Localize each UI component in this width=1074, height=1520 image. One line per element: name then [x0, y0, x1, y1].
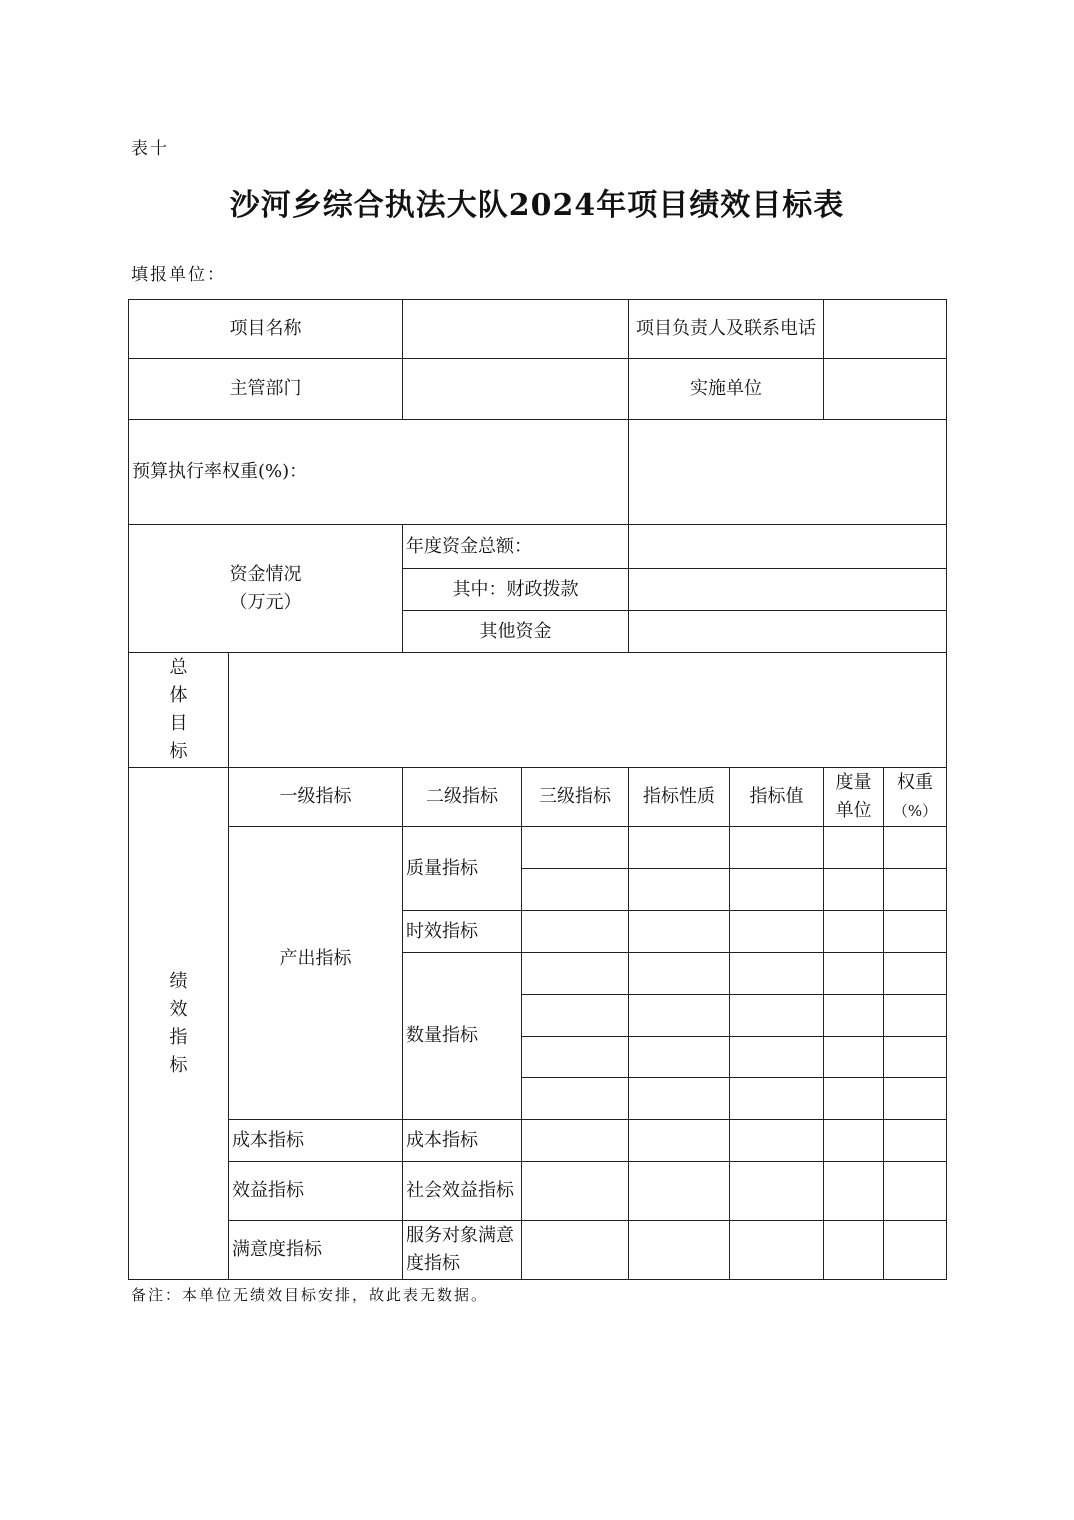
table-number: 表十: [131, 139, 169, 159]
project-name-value: [403, 300, 629, 359]
table-cell: [884, 827, 947, 869]
table-cell: [629, 1162, 730, 1221]
perf-indicator-label: [129, 768, 229, 1280]
table-cell: [522, 869, 629, 911]
responsible-value: [824, 300, 947, 359]
table-cell: [629, 1221, 730, 1280]
perf-indicator-char: 绩: [169, 970, 188, 992]
table-cell: [730, 1120, 824, 1162]
dept-label: 主管部门: [129, 359, 403, 420]
impl-value: [824, 359, 947, 420]
table-cell: [824, 1162, 884, 1221]
timeliness-indicator-label: 时效指标: [403, 911, 522, 953]
other-funds-value: [629, 611, 947, 653]
impl-label: 实施单位: [629, 359, 824, 420]
table-cell: [522, 827, 629, 869]
satisfaction-sub-indicator-label: 服务对象满意度指标: [403, 1221, 522, 1280]
satisfaction-indicator-label: 满意度指标: [229, 1221, 403, 1280]
dept-value: [403, 359, 629, 420]
fiscal-value: [629, 569, 947, 611]
project-name-label: 项目名称: [129, 300, 403, 359]
budget-rate-label: 预算执行率权重(%)：: [129, 420, 629, 525]
table-cell: [884, 953, 947, 995]
overall-goal-label: [129, 653, 229, 768]
quality-indicator-label: 质量指标: [403, 827, 522, 911]
funds-label: [129, 525, 403, 653]
table-cell: [730, 995, 824, 1037]
table-cell: [824, 1037, 884, 1078]
table-cell: [884, 1162, 947, 1221]
table-cell: [884, 1221, 947, 1280]
table-cell: [522, 911, 629, 953]
table-cell: [629, 1037, 730, 1078]
table-cell: [629, 911, 730, 953]
table-cell: [522, 1221, 629, 1280]
table-cell: [824, 1120, 884, 1162]
table-cell: [884, 995, 947, 1037]
col-nature-header: 指标性质: [629, 768, 730, 827]
table-cell: [884, 1120, 947, 1162]
table-cell: [629, 1078, 730, 1120]
table-cell: [522, 1162, 629, 1221]
table-cell: [522, 995, 629, 1037]
col-level3-header: 三级指标: [522, 768, 629, 827]
funds-label-line-2: （万元）: [229, 591, 302, 613]
overall-goal-char: 标: [169, 741, 188, 762]
col-value-header: 指标值: [730, 768, 824, 827]
table-cell: [824, 1221, 884, 1280]
table-cell: [884, 869, 947, 911]
col-unit-line-2: 单位: [835, 800, 872, 821]
table-cell: [522, 1078, 629, 1120]
social-benefit-indicator-label: 社会效益指标: [403, 1162, 522, 1221]
fiscal-label: 其中：财政拨款: [403, 569, 629, 611]
perf-indicator-char: 指: [169, 1026, 188, 1048]
budget-rate-value: [629, 420, 947, 525]
overall-goal-value: [229, 653, 947, 768]
benefit-indicator-label: 效益指标: [229, 1162, 403, 1221]
col-unit-header: [824, 768, 884, 827]
table-cell: [824, 911, 884, 953]
cost-sub-indicator-label: 成本指标: [403, 1120, 522, 1162]
col-weight-line-2: （%）: [892, 802, 938, 820]
table-cell: [824, 1078, 884, 1120]
table-cell: [730, 1037, 824, 1078]
col-level1-header: 一级指标: [229, 768, 403, 827]
table-cell: [629, 869, 730, 911]
col-unit-line-1: 度量: [835, 772, 872, 793]
col-level2-header: 二级指标: [403, 768, 522, 827]
table-cell: [522, 953, 629, 995]
table-cell: [730, 827, 824, 869]
responsible-label: 项目负责人及联系电话: [629, 300, 824, 359]
overall-goal-char: 目: [169, 713, 188, 734]
other-funds-label: 其他资金: [403, 611, 629, 653]
performance-target-table: [128, 299, 947, 1280]
document-title: 沙河乡综合执法大队2024年项目绩效目标表: [229, 188, 845, 223]
footer-note: 备注：本单位无绩效目标安排，故此表无数据。: [131, 1286, 489, 1304]
overall-goal-char: 体: [169, 685, 188, 706]
annual-total-value: [629, 525, 947, 569]
fill-unit-label: 填报单位：: [131, 265, 226, 285]
table-cell: [730, 1162, 824, 1221]
col-weight-line-1: 权重: [897, 772, 933, 793]
table-cell: [730, 1221, 824, 1280]
funds-label-line-1: 资金情况: [229, 563, 302, 585]
table-cell: [730, 1078, 824, 1120]
table-cell: [522, 1120, 629, 1162]
col-weight-header: [884, 768, 947, 827]
table-cell: [824, 995, 884, 1037]
perf-indicator-char: 效: [169, 998, 188, 1020]
perf-indicator-char: 标: [169, 1054, 188, 1076]
table-cell: [522, 1037, 629, 1078]
table-cell: [884, 1078, 947, 1120]
quantity-indicator-label: 数量指标: [403, 953, 522, 1120]
table-cell: [824, 827, 884, 869]
table-cell: [884, 1037, 947, 1078]
table-cell: [730, 911, 824, 953]
cost-indicator-label: 成本指标: [229, 1120, 403, 1162]
table-cell: [730, 953, 824, 995]
table-cell: [824, 953, 884, 995]
table-cell: [629, 827, 730, 869]
table-cell: [730, 869, 824, 911]
annual-total-label: 年度资金总额：: [403, 525, 629, 569]
table-cell: [629, 953, 730, 995]
overall-goal-char: 总: [169, 657, 188, 678]
table-cell: [824, 869, 884, 911]
table-cell: [629, 1120, 730, 1162]
output-indicator-label: 产出指标: [229, 827, 403, 1120]
table-cell: [884, 911, 947, 953]
table-cell: [629, 995, 730, 1037]
